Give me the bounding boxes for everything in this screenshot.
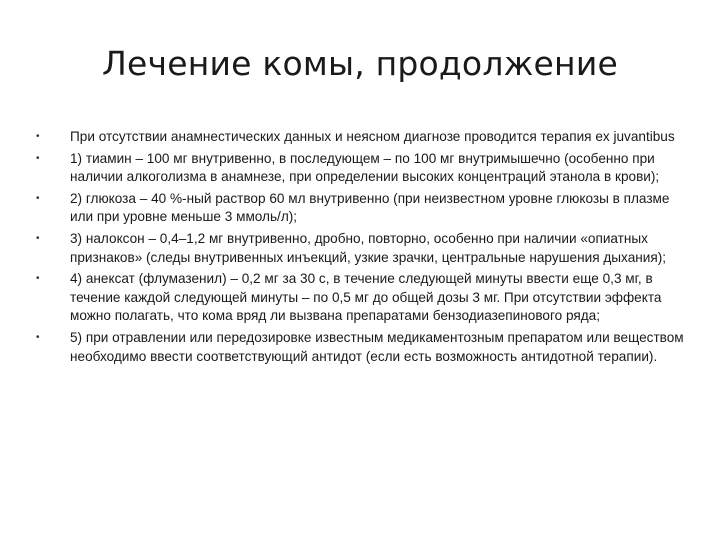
bullet-icon: • bbox=[36, 152, 40, 164]
list-item bbox=[36, 128, 686, 147]
bullet-icon: • bbox=[36, 131, 40, 142]
bullet-text: При отсутствии анамнестических данных и неясном диагнозе проводится терапия ex juvantibus bbox=[70, 129, 675, 144]
bullet-icon: • bbox=[36, 232, 40, 244]
bullet-list bbox=[36, 128, 686, 369]
bullet-icon: • bbox=[36, 192, 40, 204]
list-item bbox=[36, 270, 686, 326]
bullet-text: 1) тиамин – 100 мг внутривенно, в последующем – по 100 мг внутримышечно (особенно при наличии алкоголизма в анамнезе, при определении высоких концентраций этанола в крови); bbox=[70, 150, 660, 185]
bullet-text: 4) анексат (флумазенил) – 0,2 мг за 30 с, в течение следующей минуты ввести еще 0,3 мг, в течение каждой следующей минуты – по 0,5 мг до общей дозы 3 мг. При отсутствии эффекта можно полагать, что кома вряд ли вызвана препаратами бензодиазепинового ряда; bbox=[70, 271, 662, 324]
bullet-icon: • bbox=[36, 273, 40, 285]
bullet-text: 3) налоксон – 0,4–1,2 мг внутривенно, дробно, повторно, особенно при наличии «опиатных признаков» (следы внутривенных инъекций, узкие зрачки, центральные нарушения дыхания); bbox=[70, 230, 667, 265]
list-item bbox=[36, 190, 686, 227]
bullet-text: 2) глюкоза – 40 %-ный раствор 60 мл внутривенно (при неизвестном уровне глюкозы в плазме или при уровне меньше 3 ммоль/л); bbox=[70, 190, 670, 225]
bullet-icon: • bbox=[36, 331, 40, 343]
list-item bbox=[36, 230, 686, 267]
list-item bbox=[36, 329, 686, 366]
list-item bbox=[36, 150, 686, 187]
slide-title: Лечение комы, продолжение bbox=[102, 44, 618, 83]
bullet-text: 5) при отравлении или передозировке известным медикаментозным препаратом или веществом необходимо ввести соответствующий антидот (если есть возможность антидотной терапии). bbox=[70, 329, 684, 364]
